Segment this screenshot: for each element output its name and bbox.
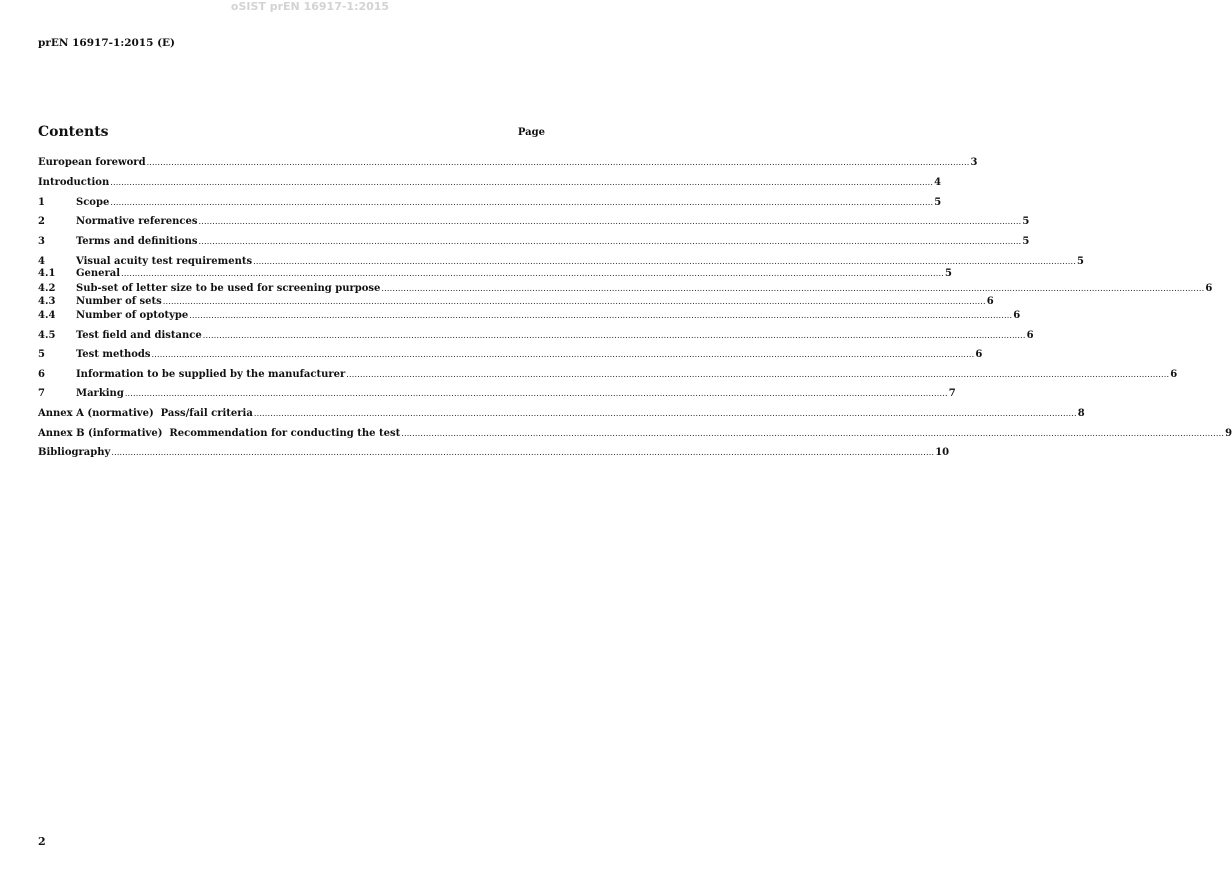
toc-entry-page: 3 [970,157,978,168]
toc-entry-annex-b[interactable] [38,427,1232,440]
dot-leader: ............................................................................................................................................................................................................................................................................................................ [146,158,970,167]
toc-entry-title: Normative references [76,216,198,227]
toc-entry-page: 7 [948,388,956,399]
toc-entry-number: 2 [38,216,45,227]
toc-entry-number-of-sets[interactable] [38,295,994,308]
dot-leader: ............................................................................................................................................................................................................................................................................................................ [381,284,1205,293]
toc-entry-number: 4 [38,256,45,267]
toc-entry-title: Annex B (informative) Recommendation for conducting the test [38,428,401,439]
toc-entry-terms-and-definitions[interactable] [38,235,1030,248]
toc-entry-marking[interactable] [38,387,956,400]
toc-entry-title: Terms and definitions [76,236,198,247]
dot-leader: ............................................................................................................................................................................................................................................................................................................ [111,448,935,457]
toc-entry-page: 5 [1022,216,1030,227]
toc-entry-title: Test methods [76,349,151,360]
toc-entry-normative-references[interactable] [38,215,1030,228]
toc-entry-european-foreword[interactable] [38,156,978,169]
toc-entry-number: 6 [38,369,45,380]
dot-leader: ............................................................................................................................................................................................................................................................................................................ [202,331,1026,340]
toc-entry-number: 4.1 [38,268,56,279]
toc-entry-title: Information to be supplied by the manufacturer [76,369,346,380]
toc-entry-information-supplied[interactable] [38,368,1178,381]
dot-leader: ............................................................................................................................................................................................................................................................................................................ [121,269,944,278]
toc-entry-page: 6 [1026,330,1034,341]
toc-entry-title: Introduction [38,177,110,188]
toc-entry-title: Marking [76,388,124,399]
dot-leader: ............................................................................................................................................................................................................................................................................................................ [198,237,1022,246]
toc-entry-page: 5 [1022,236,1030,247]
toc-entry-page: 5 [1076,256,1084,267]
toc-entry-title: General [76,268,121,279]
contents-heading: Contents [38,124,109,140]
page-column-label: Page [517,127,545,138]
dot-leader: ............................................................................................................................................................................................................................................................................................................ [346,370,1170,379]
toc-entry-number: 4.4 [38,310,56,321]
watermark: oSIST prEN 16917-1:2015 [230,0,390,13]
dot-leader: ............................................................................................................................................................................................................................................................................................................ [189,311,1013,320]
toc-entry-title: European foreword [38,157,146,168]
toc-entry-title: Number of optotype [76,310,189,321]
dot-leader: ............................................................................................................................................................................................................................................................................................................ [253,409,1077,418]
toc-entry-page: 5 [944,268,952,279]
toc-entry-sub-set-of-letter-size[interactable] [38,282,1213,295]
toc-entry-introduction[interactable] [38,176,942,189]
toc-entry-test-methods[interactable] [38,348,983,361]
toc-entry-page: 5 [934,197,942,208]
toc-entry-number: 1 [38,197,45,208]
toc-entry-page: 6 [986,296,994,307]
toc-entry-general[interactable] [38,267,952,280]
toc-entry-title: Number of sets [76,296,162,307]
toc-entry-number: 3 [38,236,45,247]
toc-entry-page: 4 [934,177,942,188]
toc-entry-title: Visual acuity test requirements [76,256,253,267]
toc-entry-page: 10 [935,447,950,458]
toc-entry-annex-a[interactable] [38,407,1085,420]
toc-entry-number-of-optotype[interactable] [38,309,1021,322]
document-identifier: prEN 16917-1:2015 (E) [38,37,176,49]
dot-leader: ............................................................................................................................................................................................................................................................................................................ [110,178,934,187]
toc-entry-number: 4.5 [38,330,56,341]
page-number: 2 [38,835,46,848]
dot-leader: ............................................................................................................................................................................................................................................................................................................ [253,257,1076,266]
toc-entry-page: 9 [1225,428,1232,439]
toc-entry-test-field-and-distance[interactable] [38,329,1034,342]
dot-leader: ............................................................................................................................................................................................................................................................................................................ [401,429,1225,438]
toc-entry-title: Annex A (normative) Pass/fail criteria [38,408,253,419]
dot-leader: ............................................................................................................................................................................................................................................................................................................ [162,297,986,306]
dot-leader: ............................................................................................................................................................................................................................................................................................................ [151,350,975,359]
toc-entry-title: Bibliography [38,447,111,458]
toc-entry-scope[interactable] [38,196,942,209]
toc-entry-number: 5 [38,349,45,360]
dot-leader: ............................................................................................................................................................................................................................................................................................................ [110,198,934,207]
toc-entry-number: 7 [38,388,45,399]
toc-entry-page: 6 [1205,283,1213,294]
toc-entry-page: 8 [1077,408,1085,419]
toc-entry-title: Sub-set of letter size to be used for screening purpose [76,283,381,294]
toc-entry-number: 4.2 [38,283,56,294]
toc-entry-page: 6 [975,349,983,360]
dot-leader: ............................................................................................................................................................................................................................................................................................................ [198,217,1022,226]
toc-entry-title: Test field and distance [76,330,202,341]
toc-entry-number: 4.3 [38,296,56,307]
toc-entry-bibliography[interactable] [38,446,950,459]
toc-entry-page: 6 [1170,369,1178,380]
dot-leader: ............................................................................................................................................................................................................................................................................................................ [124,389,948,398]
toc-entry-title: Scope [76,197,110,208]
toc-entry-page: 6 [1013,310,1021,321]
